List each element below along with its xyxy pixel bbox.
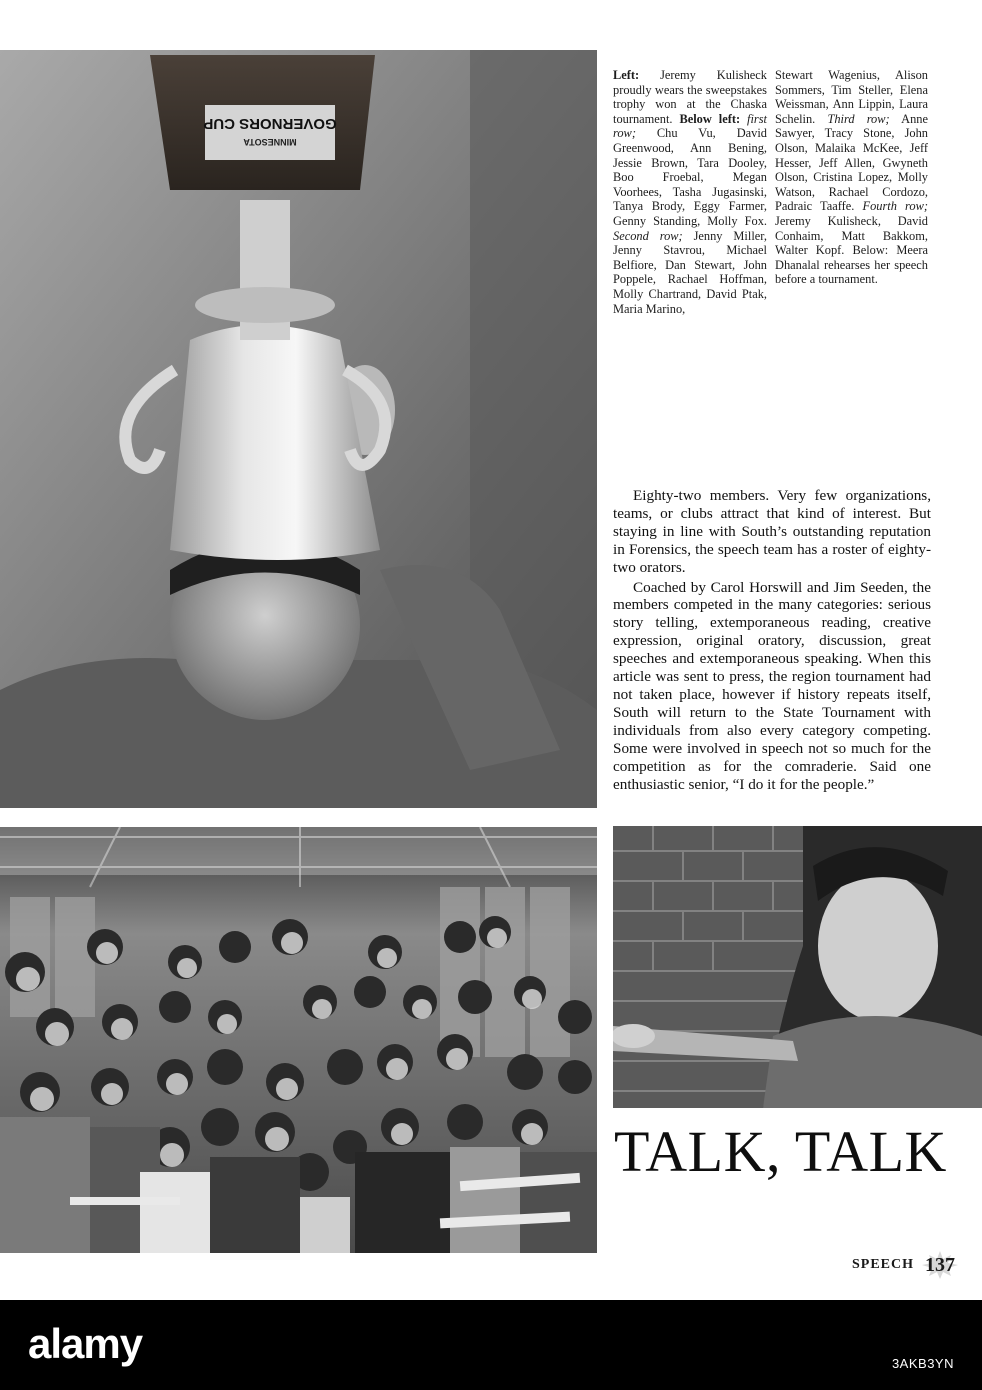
caption-col1-segment: Jeremy Kulisheck proudly wears the sweepstakes trophy won at the Chaska tournament.	[613, 68, 767, 126]
caption-col1-segment: Second row;	[613, 228, 683, 243]
pointing-hand-shape	[613, 1024, 655, 1048]
caption-col2-segment: Fourth row;	[862, 199, 929, 214]
caption-col1-segment: Chu Vu, David Greenwood, Ann Bening, Jessie Brown, Tara Dooley, Boo Froebal, Megan Voorhees, Tasha Jugasinski, Tanya Brody, Eggy Farmer, Genny Standing, Molly Fox.	[613, 126, 767, 228]
group-photo-art	[0, 827, 597, 1253]
plaque-line-1: MINNESOTA	[243, 137, 297, 147]
caption-col1-segment: first row;	[613, 111, 767, 141]
page-number: 137	[925, 1254, 955, 1276]
page-footer	[852, 1250, 960, 1280]
plaque-line-2: GOVERNORS CUP	[203, 115, 337, 132]
article-paragraph-1: Eighty-two members. Very few organizations, teams, or clubs attract that kind of interest. But staying in line with South’s outstanding reputation in Forensics, the speech team has a roster of eighty-two orators.	[613, 487, 931, 576]
caption-col1-segment: Left:	[613, 68, 640, 82]
caption-col1-segment: Below left:	[679, 111, 741, 126]
section-label: SPEECH	[851, 1257, 914, 1272]
caption-col1-segment: Jenny Miller, Jenny Stavrou, Michael Belfiore, Dan Stewart, John Poppele, Rachael Hoffman, Molly Chartrand, David Ptak, Maria Marino,	[613, 228, 767, 316]
caption-col2-segment: Third row;	[827, 111, 890, 126]
stock-logo: alamy	[28, 1320, 143, 1367]
caption-col1-segment	[740, 112, 747, 126]
article-body	[613, 487, 931, 793]
headline: TALK, TALK	[614, 1119, 947, 1184]
face-shape	[818, 871, 938, 1021]
caption-column-2	[775, 68, 928, 287]
trophy-photo-art	[0, 50, 597, 808]
page-number-badge	[920, 1250, 960, 1280]
caption-col2-segment: Jeremy Kulisheck, David Conhaim, Matt Bakkom, Walter Kopf. Below: Meera Dhanalal rehearses her speech before a tournament.	[775, 213, 928, 287]
speaker-photo	[613, 826, 982, 1108]
trophy-photo	[0, 50, 597, 808]
sweater-shape	[763, 1016, 982, 1108]
article-paragraph-2: Coached by Carol Horswill and Jim Seeden, the members competed in the many categories: serious story telling, extemporaneous reading, creative expression, original oratory, discussion, great speeches and extemporaneous speaking. When this article was sent to press, the region tournament had not taken place, however if history repeats itself, South will return to the State Tournament with individuals from also every category competing. Some were involved in speech not so much for the competition as for the comraderie. Said one enthusiastic senior, “I do it for the people.”	[613, 578, 931, 793]
group-photo	[0, 827, 597, 1253]
caption-col2-segment: Anne Sawyer, Tracy Stone, John Olson, Malaika McKee, Jeff Hesser, Jeff Allen, Gwyneth Olson, Cristina Lopez, Molly Watson, Rachael Cordozo, Padraic Taaffe.	[775, 111, 928, 214]
caption-column-1	[613, 68, 767, 316]
stock-image-id: 3AKB3YN	[891, 1356, 954, 1371]
stock-watermark-bar	[0, 1300, 982, 1390]
speaker-photo-art	[613, 826, 982, 1108]
caption-col2-segment: Stewart Wagenius, Alison Sommers, Tim Steller, Elena Weissman, Ann Lippin, Laura Schelin.	[775, 68, 928, 126]
